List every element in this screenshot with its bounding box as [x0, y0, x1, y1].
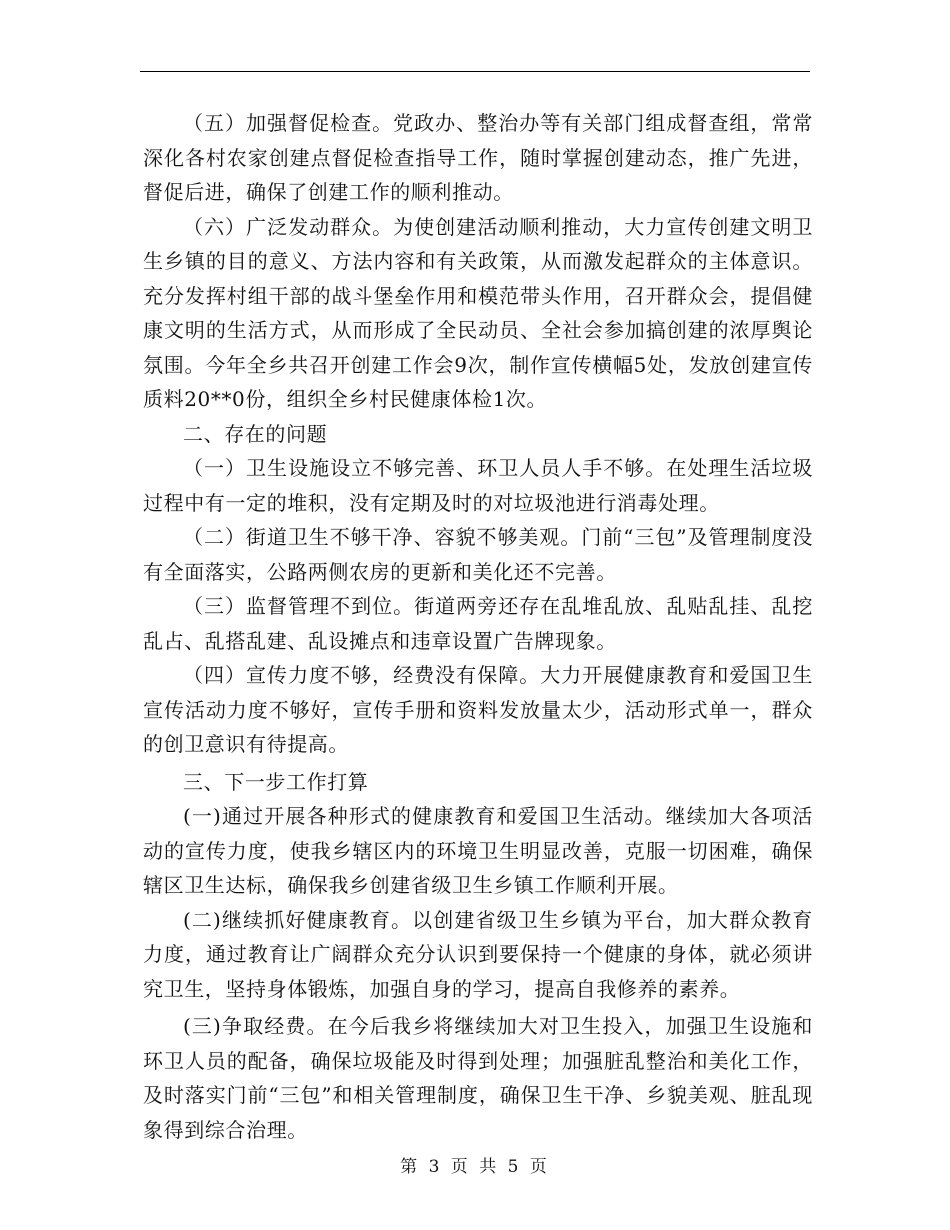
problem-4-publicity: （四）宣传力度不够，经费没有保障。大力开展健康教育和爱国卫生宣传活动力度不够好，宣传手册和资料发放量太少，活动形式单一，群众的创卫意识有待提高。 [143, 663, 813, 756]
problem-3-supervision: （三）监督管理不到位。街道两旁还存在乱堆乱放、乱贴乱挂、乱挖乱占、乱搭乱建、乱设摊点和违章设置广告牌现象。 [143, 594, 813, 653]
plan-3-funding: (三)争取经费。在今后我乡将继续加大对卫生投入，加强卫生设施和环卫人员的配备，确保垃圾能及时得到处理；加强脏乱整治和美化工作，及时落实门前“三包”和相关管理制度，确保卫生干净、乡貌美观、脏乱现象得到综合治理。 [143, 1014, 813, 1142]
document-body [143, 106, 813, 1147]
paragraph-6-mobilize-public: （六）广泛发动群众。为使创建活动顺利推动，大力宣传创建文明卫生乡镇的目的意义、方法内容和有关政策，从而激发起群众的主体意识。充分发挥村组干部的战斗堡垒作用和模范带头作用，召开群众会，提倡健康文明的生活方式，从而形成了全民动员、全社会参加搞创建的浓厚舆论氛围。今年全乡共召开创建工作会9次，制作宣传横幅5处，发放创建宣传质料20**0份，组织全乡村民健康体检1次。 [143, 214, 813, 411]
paragraph-5-supervision: （五）加强督促检查。党政办、整治办等有关部门组成督查组，常常深化各村农家创建点督促检查指导工作，随时掌握创建动态，推广先进，督促后进，确保了创建工作的顺利推动。 [143, 111, 813, 204]
section-heading-next-steps: 三、下一步工作打算 [183, 769, 369, 794]
section-heading-problems: 二、存在的问题 [183, 421, 328, 446]
plan-1-health-activities: (一)通过开展各种形式的健康教育和爱国卫生活动。继续加大各项活动的宣传力度，使我乡辖区内的环境卫生明显改善，克服一切困难，确保辖区卫生达标，确保我乡创建省级卫生乡镇工作顺利开展。 [143, 804, 813, 897]
problem-1-facilities: （一）卫生设施设立不够完善、环卫人员人手不够。在处理生活垃圾过程中有一定的堆积，没有定期及时的对垃圾池进行消毒处理。 [143, 456, 813, 515]
page-number-footer: 第 3 页 共 5 页 [400, 1157, 550, 1177]
plan-2-health-education: (二)继续抓好健康教育。以创建省级卫生乡镇为平台，加大群众教育力度，通过教育让广阔群众充分认识到要保持一个健康的身体，就必须讲究卫生，坚持身体锻炼，加强自身的学习，提高自我修养的素养。 [143, 907, 813, 1001]
header-rule [140, 71, 810, 72]
problem-2-street-hygiene: （二）街道卫生不够干净、容貌不够美观。门前“三包”及管理制度没有全面落实，公路两侧农房的更新和美化还不完善。 [143, 525, 813, 584]
